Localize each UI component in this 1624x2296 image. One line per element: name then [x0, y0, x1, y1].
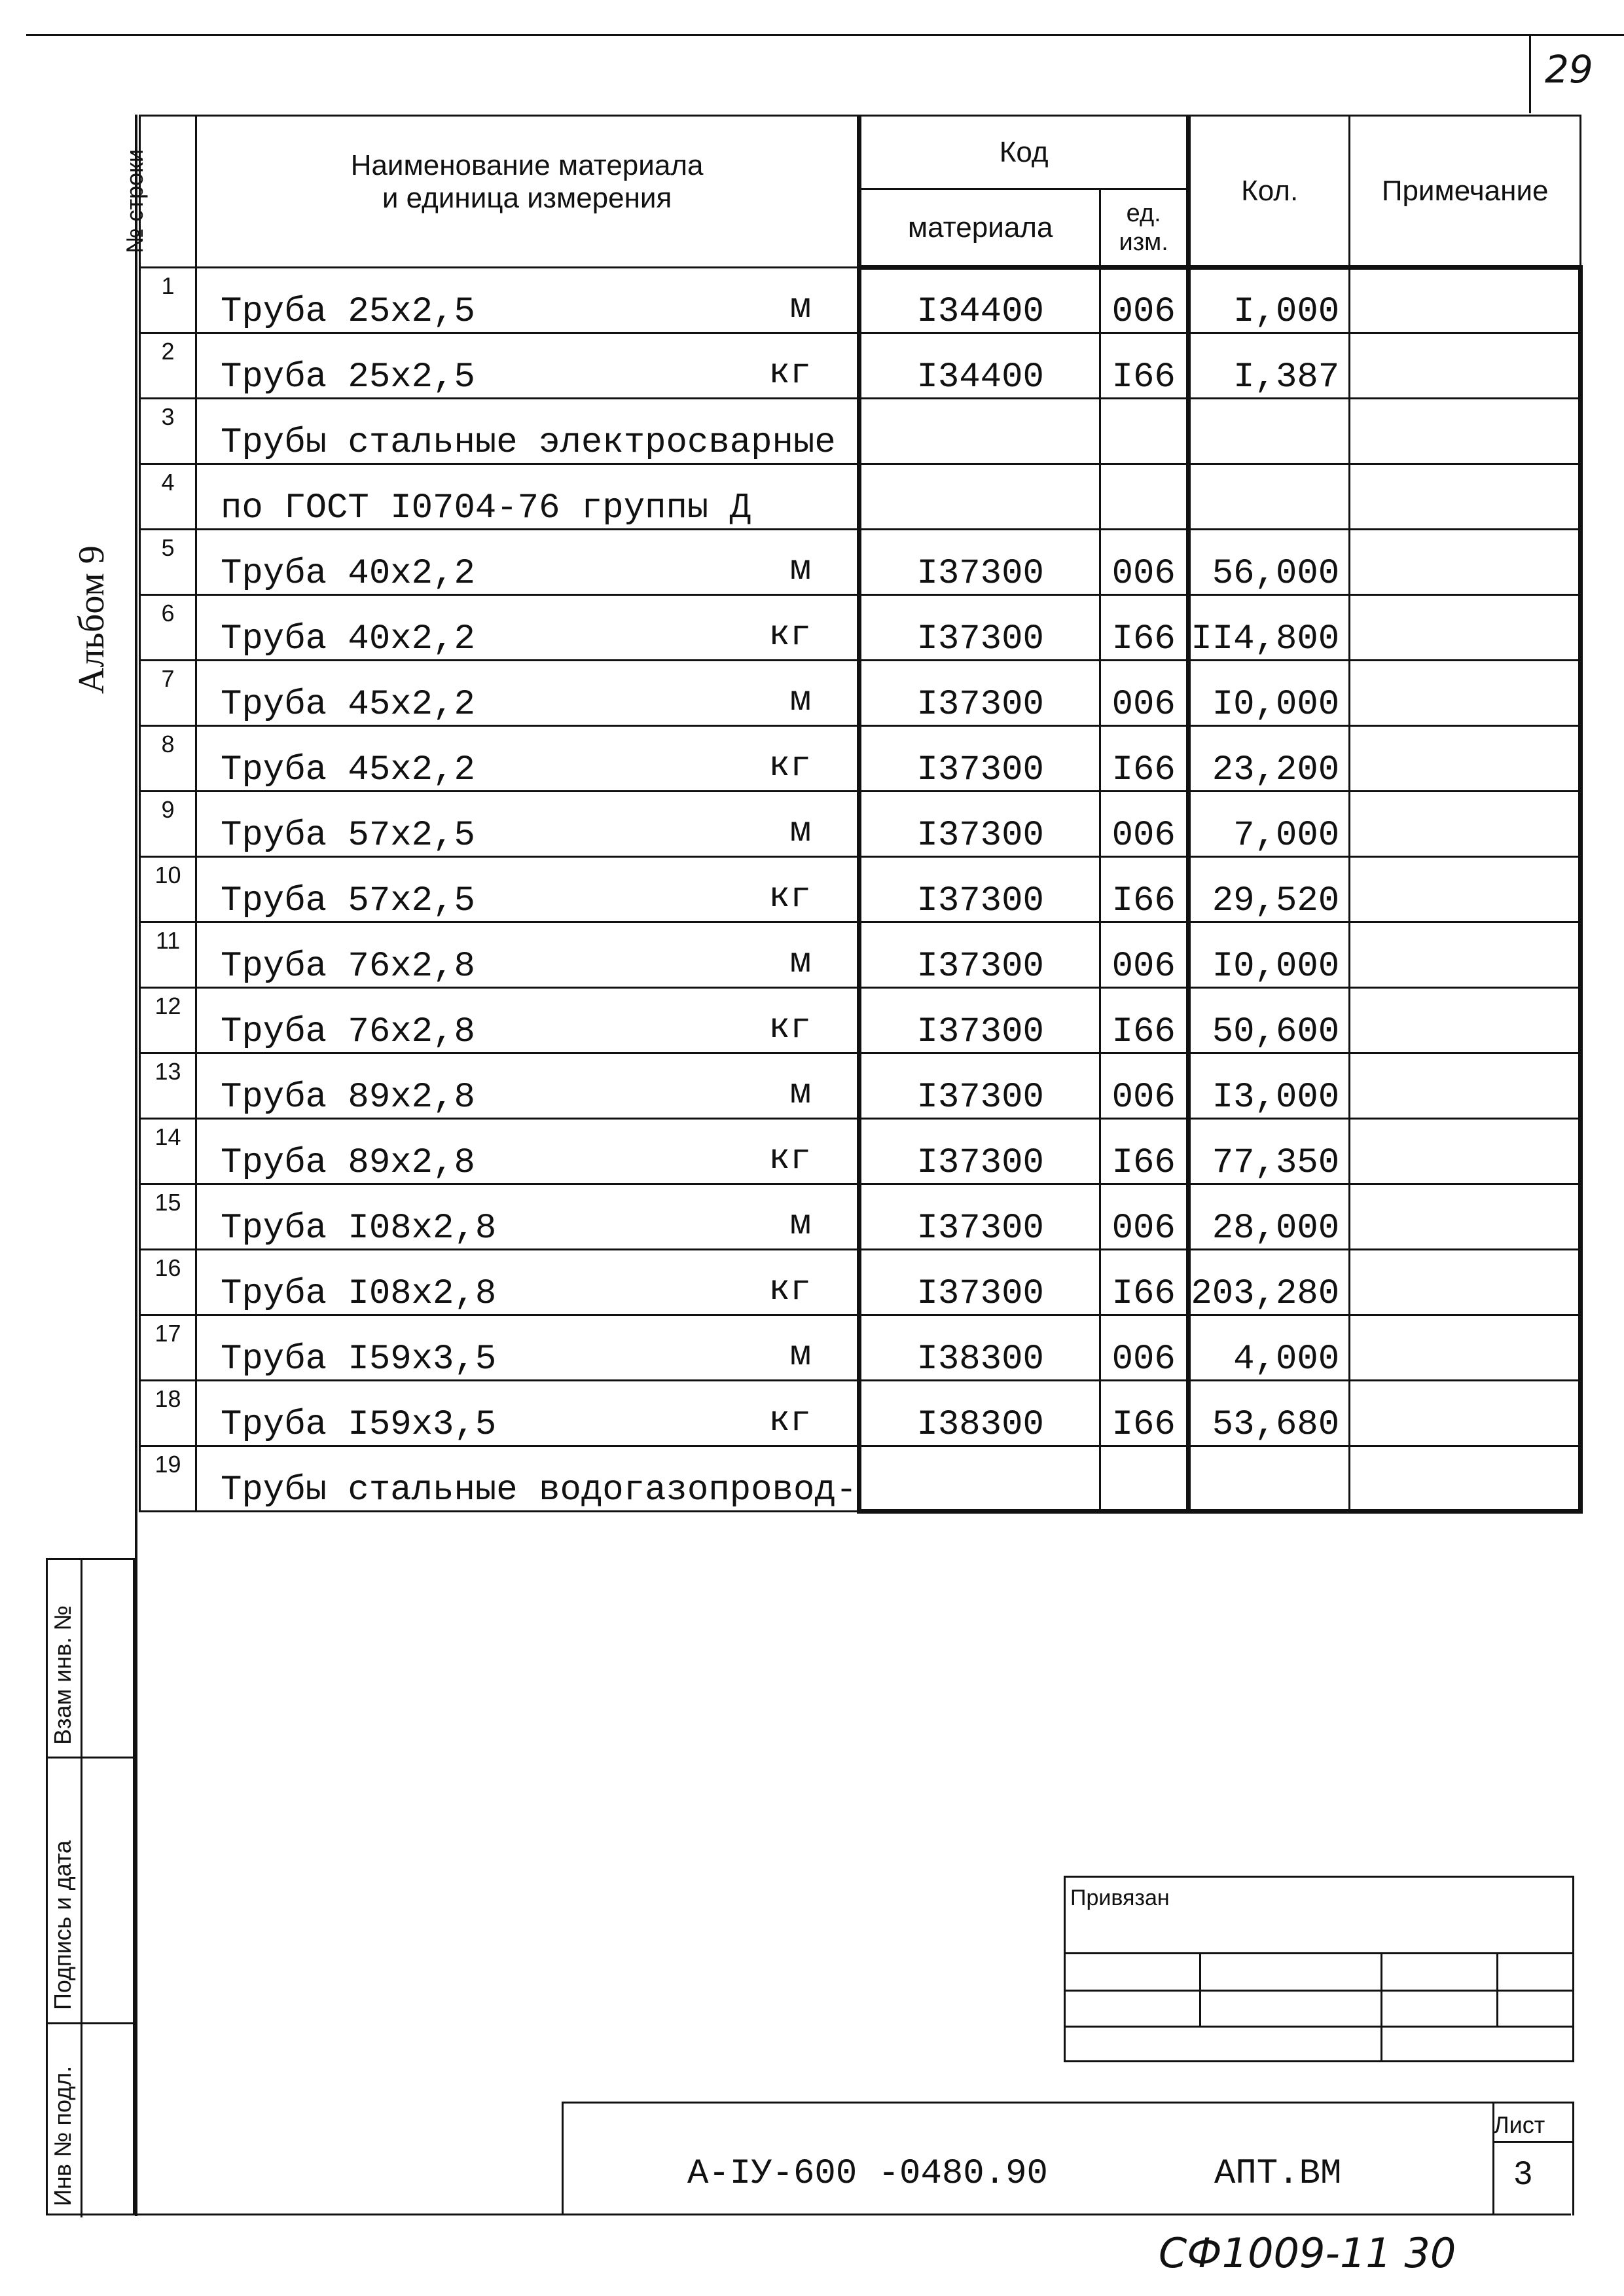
row-name-text: Труба 89х2,8 — [221, 1078, 475, 1118]
row-name-text: Труба I59х3,5 — [221, 1339, 497, 1379]
row-code-material-text: I37300 — [916, 1012, 1044, 1052]
row-code-unit-text: 006 — [1111, 1078, 1176, 1118]
row-qty — [1189, 661, 1350, 726]
row-number-text: 6 — [161, 600, 175, 627]
row-note — [1350, 726, 1581, 792]
row-unit: кг — [768, 1139, 812, 1179]
row-code-material — [859, 1053, 1100, 1119]
row-name — [196, 792, 859, 857]
table-row — [140, 857, 1581, 922]
row-code-unit-text: I66 — [1111, 619, 1176, 659]
row-number-text: 12 — [154, 993, 181, 1019]
row-number — [140, 464, 196, 530]
row-number-text: 3 — [161, 403, 175, 430]
row-number-text: 16 — [154, 1254, 181, 1281]
row-note — [1350, 464, 1581, 530]
row-qty — [1189, 464, 1350, 530]
row-name — [196, 1184, 859, 1250]
row-code-material — [859, 857, 1100, 922]
row-name — [196, 1053, 859, 1119]
row-code-material-text: I34400 — [916, 292, 1044, 332]
row-code-material-text: I37300 — [916, 1209, 1044, 1248]
row-code-unit-text: I66 — [1111, 1012, 1176, 1052]
row-qty-text: I,000 — [1233, 292, 1340, 332]
row-code-unit — [1100, 922, 1189, 988]
row-number — [140, 1250, 196, 1315]
row-unit: кг — [768, 354, 812, 393]
table-row — [140, 922, 1581, 988]
row-code-material-text: I37300 — [916, 947, 1044, 987]
row-name — [196, 268, 859, 333]
row-number — [140, 1184, 196, 1250]
row-number-text: 11 — [155, 927, 181, 954]
row-number-text: 9 — [161, 796, 175, 823]
header-row-no: № строки — [140, 116, 196, 268]
row-code-unit-text: 006 — [1111, 1339, 1176, 1379]
row-code-unit-text: 006 — [1111, 292, 1176, 332]
row-code-material-text: I34400 — [916, 357, 1044, 397]
left-frame-line — [135, 115, 137, 2216]
row-qty — [1189, 268, 1350, 333]
row-note — [1350, 988, 1581, 1053]
row-code-material-text: I38300 — [916, 1339, 1044, 1379]
table-row — [140, 595, 1581, 661]
row-qty — [1189, 1446, 1350, 1512]
header-code: Код — [859, 116, 1189, 189]
row-number-text: 19 — [154, 1451, 181, 1478]
row-name — [196, 464, 859, 530]
row-qty — [1189, 988, 1350, 1053]
row-number — [140, 1119, 196, 1184]
row-note — [1350, 333, 1581, 399]
row-name-text: Трубы стальные водогазопровод- — [221, 1470, 857, 1510]
row-qty-text: 56,000 — [1212, 554, 1340, 594]
row-name-text: Труба I59х3,5 — [221, 1405, 497, 1445]
row-unit: м — [789, 1074, 812, 1114]
row-unit: м — [789, 1205, 812, 1245]
row-code-unit-text: 006 — [1111, 685, 1176, 725]
row-code-material — [859, 595, 1100, 661]
row-code-material — [859, 268, 1100, 333]
row-qty-text: 7,000 — [1233, 816, 1340, 856]
row-name-text: Труба 89х2,8 — [221, 1143, 475, 1183]
row-code-material — [859, 726, 1100, 792]
row-code-material-text: I37300 — [916, 750, 1044, 790]
row-number-text: 10 — [154, 862, 181, 888]
row-qty-text: 50,600 — [1212, 1012, 1340, 1052]
row-qty — [1189, 1381, 1350, 1446]
row-name — [196, 661, 859, 726]
row-note — [1350, 1119, 1581, 1184]
row-code-unit — [1100, 333, 1189, 399]
row-note — [1350, 661, 1581, 726]
row-name-text: Труба 76х2,8 — [221, 1012, 475, 1052]
row-qty — [1189, 792, 1350, 857]
side-label-inv: Инв № подл. — [49, 2066, 76, 2206]
row-name — [196, 922, 859, 988]
row-code-unit — [1100, 1119, 1189, 1184]
table-row — [140, 988, 1581, 1053]
row-code-material-text: I37300 — [916, 1274, 1044, 1314]
row-name-text: Труба 25х2,5 — [221, 357, 475, 397]
sheet-box-divider — [1492, 2141, 1574, 2143]
row-code-unit — [1100, 464, 1189, 530]
row-code-material — [859, 1119, 1100, 1184]
side-label-vzam: Взам инв. № — [49, 1605, 76, 1745]
row-name — [196, 726, 859, 792]
handwritten-note: СФ1009-11 30 — [1159, 2229, 1456, 2277]
row-unit: кг — [768, 1401, 812, 1441]
row-code-unit-text: 006 — [1111, 947, 1176, 987]
row-code-unit-text: I66 — [1111, 357, 1176, 397]
row-number — [140, 1446, 196, 1512]
table-body — [140, 268, 1581, 1512]
row-number — [140, 595, 196, 661]
side-label-podpis: Подпись и дата — [49, 1840, 76, 2010]
row-code-unit-text: I66 — [1111, 1274, 1176, 1314]
row-code-unit-text: I66 — [1111, 1143, 1176, 1183]
row-number — [140, 268, 196, 333]
row-code-unit-text: 006 — [1111, 554, 1176, 594]
header-code-material: материала — [859, 189, 1100, 268]
row-number — [140, 857, 196, 922]
row-number — [140, 726, 196, 792]
row-qty-text: 29,520 — [1212, 881, 1340, 921]
row-qty — [1189, 1250, 1350, 1315]
row-unit: м — [789, 681, 812, 721]
row-note — [1350, 1250, 1581, 1315]
row-note — [1350, 1446, 1581, 1512]
row-name-text: Труба 40х2,2 — [221, 619, 475, 659]
row-qty — [1189, 1184, 1350, 1250]
table-row — [140, 1250, 1581, 1315]
row-name — [196, 1315, 859, 1381]
row-code-unit — [1100, 792, 1189, 857]
row-qty-text: 53,680 — [1212, 1405, 1340, 1445]
row-code-unit-text: I66 — [1111, 750, 1176, 790]
page-number: 29 — [1545, 47, 1593, 92]
row-code-material — [859, 399, 1100, 464]
row-code-material — [859, 661, 1100, 726]
row-code-material — [859, 792, 1100, 857]
row-qty-text: I0,000 — [1212, 685, 1340, 725]
row-code-material — [859, 1184, 1100, 1250]
row-note — [1350, 268, 1581, 333]
row-number — [140, 1381, 196, 1446]
row-qty-text: 28,000 — [1212, 1209, 1340, 1248]
row-code-material — [859, 1381, 1100, 1446]
row-qty — [1189, 857, 1350, 922]
table-row — [140, 792, 1581, 857]
row-code-unit — [1100, 661, 1189, 726]
table-row — [140, 1184, 1581, 1250]
row-number — [140, 333, 196, 399]
header-code-unit: ед. изм. — [1100, 189, 1189, 268]
row-code-unit — [1100, 1184, 1189, 1250]
row-number-text: 5 — [161, 534, 175, 561]
row-code-material — [859, 1446, 1100, 1512]
row-number — [140, 399, 196, 464]
row-unit: м — [789, 288, 812, 328]
header-note: Примечание — [1350, 116, 1581, 268]
row-name-text: Труба I08х2,8 — [221, 1209, 497, 1248]
row-number — [140, 1053, 196, 1119]
row-qty — [1189, 1315, 1350, 1381]
row-note — [1350, 1184, 1581, 1250]
row-name-text: Труба 76х2,8 — [221, 947, 475, 987]
row-name — [196, 399, 859, 464]
row-qty-text: I0,000 — [1212, 947, 1340, 987]
row-name-text: Труба 45х2,2 — [221, 685, 475, 725]
row-qty — [1189, 922, 1350, 988]
row-code-material-text: I37300 — [916, 619, 1044, 659]
row-code-unit — [1100, 1053, 1189, 1119]
row-unit: кг — [768, 1270, 812, 1310]
row-number — [140, 922, 196, 988]
row-code-unit-text: 006 — [1111, 1209, 1176, 1248]
row-unit: кг — [768, 615, 812, 655]
row-code-unit — [1100, 595, 1189, 661]
row-code-unit — [1100, 988, 1189, 1053]
row-unit: кг — [768, 1008, 812, 1048]
row-number-text: 15 — [154, 1189, 181, 1216]
row-qty-text: 23,200 — [1212, 750, 1340, 790]
row-qty — [1189, 333, 1350, 399]
row-code-material-text: I37300 — [916, 816, 1044, 856]
row-code-material-text: I38300 — [916, 1405, 1044, 1445]
table-row — [140, 464, 1581, 530]
row-code-unit — [1100, 1250, 1189, 1315]
row-qty — [1189, 399, 1350, 464]
page-corner-line — [1529, 36, 1531, 113]
row-name — [196, 857, 859, 922]
row-name-text: Труба I08х2,8 — [221, 1274, 497, 1314]
row-code-unit — [1100, 726, 1189, 792]
row-name — [196, 530, 859, 595]
row-note — [1350, 530, 1581, 595]
row-qty — [1189, 726, 1350, 792]
row-name-text: по ГОСТ I0704-76 группы Д — [221, 488, 751, 528]
materials-table — [121, 115, 1583, 1514]
row-name — [196, 1250, 859, 1315]
row-note — [1350, 922, 1581, 988]
table-row — [140, 333, 1581, 399]
row-name — [196, 1119, 859, 1184]
table-row — [140, 661, 1581, 726]
row-unit: м — [789, 812, 812, 852]
row-qty-text: II4,800 — [1191, 619, 1340, 659]
row-unit: кг — [768, 746, 812, 786]
row-code-unit — [1100, 857, 1189, 922]
row-code-unit — [1100, 530, 1189, 595]
header-qty: Кол. — [1189, 116, 1350, 268]
row-code-material — [859, 1315, 1100, 1381]
row-code-unit — [1100, 399, 1189, 464]
row-number-text: 4 — [161, 469, 175, 496]
row-number — [140, 530, 196, 595]
row-name-text: Труба 45х2,2 — [221, 750, 475, 790]
row-number-text: 2 — [161, 338, 175, 365]
row-code-unit — [1100, 1315, 1189, 1381]
row-qty — [1189, 595, 1350, 661]
row-number-text: 8 — [161, 731, 175, 757]
row-code-material-text: I37300 — [916, 554, 1044, 594]
sheet-label: Лист — [1494, 2111, 1545, 2138]
row-code-unit-text: 006 — [1111, 816, 1176, 856]
row-number — [140, 792, 196, 857]
album-label: Альбом 9 — [71, 545, 112, 694]
row-note — [1350, 1053, 1581, 1119]
row-number — [140, 661, 196, 726]
row-qty-text: 77,350 — [1212, 1143, 1340, 1183]
row-code-material-text: I37300 — [916, 881, 1044, 921]
row-code-material — [859, 530, 1100, 595]
privyazan-label: Привязан — [1070, 1886, 1170, 1910]
row-qty-text: 4,000 — [1233, 1339, 1340, 1379]
row-code-material — [859, 464, 1100, 530]
row-name-text: Труба 25х2,5 — [221, 292, 475, 332]
row-name-text: Труба 57х2,5 — [221, 816, 475, 856]
row-code-unit — [1100, 1446, 1189, 1512]
row-number-text: 18 — [154, 1385, 181, 1412]
table-row — [140, 726, 1581, 792]
top-border-line — [26, 34, 1624, 36]
doc-code: А-IУ-600 -0480.90 — [687, 2154, 1048, 2194]
row-number-text: 7 — [161, 665, 175, 692]
row-note — [1350, 1315, 1581, 1381]
row-unit: кг — [768, 877, 812, 917]
table-row — [140, 1381, 1581, 1446]
row-name-text: Труба 40х2,2 — [221, 554, 475, 594]
table-row — [140, 1315, 1581, 1381]
row-code-material — [859, 988, 1100, 1053]
doc-code-suffix: АПТ.ВМ — [1214, 2154, 1342, 2194]
row-note — [1350, 595, 1581, 661]
row-name — [196, 988, 859, 1053]
row-code-material — [859, 333, 1100, 399]
table-row — [140, 1119, 1581, 1184]
table-row — [140, 268, 1581, 333]
row-code-material-text: I37300 — [916, 1143, 1044, 1183]
row-qty-text: 203,280 — [1191, 1274, 1340, 1314]
table-row — [140, 1446, 1581, 1512]
row-name — [196, 595, 859, 661]
row-code-unit-text: I66 — [1111, 1405, 1176, 1445]
row-code-unit-text: I66 — [1111, 881, 1176, 921]
row-number-text: 13 — [154, 1058, 181, 1085]
row-note — [1350, 1381, 1581, 1446]
row-name-text: Трубы стальные электросварные — [221, 423, 836, 463]
table-row — [140, 530, 1581, 595]
row-number — [140, 988, 196, 1053]
table-row — [140, 399, 1581, 464]
row-number-text: 1 — [161, 272, 175, 299]
row-code-material — [859, 922, 1100, 988]
row-qty-text: I3,000 — [1212, 1078, 1340, 1118]
row-code-material-text: I37300 — [916, 685, 1044, 725]
row-code-unit — [1100, 268, 1189, 333]
row-note — [1350, 399, 1581, 464]
row-note — [1350, 857, 1581, 922]
row-code-material-text: I37300 — [916, 1078, 1044, 1118]
row-name — [196, 1446, 859, 1512]
row-number-text: 14 — [154, 1123, 181, 1150]
row-number-text: 17 — [154, 1320, 181, 1347]
row-qty — [1189, 1053, 1350, 1119]
row-qty-text: I,387 — [1233, 357, 1340, 397]
row-code-material — [859, 1250, 1100, 1315]
row-name-text: Труба 57х2,5 — [221, 881, 475, 921]
row-number — [140, 1315, 196, 1381]
table-row — [140, 1053, 1581, 1119]
row-unit: м — [789, 1336, 812, 1376]
row-code-unit — [1100, 1381, 1189, 1446]
row-qty — [1189, 1119, 1350, 1184]
row-name — [196, 333, 859, 399]
row-unit: м — [789, 550, 812, 590]
row-unit: м — [789, 943, 812, 983]
row-note — [1350, 792, 1581, 857]
header-name: Наименование материала и единица измерения — [196, 116, 859, 268]
row-qty — [1189, 530, 1350, 595]
row-name — [196, 1381, 859, 1446]
sheet-number: 3 — [1514, 2155, 1532, 2191]
